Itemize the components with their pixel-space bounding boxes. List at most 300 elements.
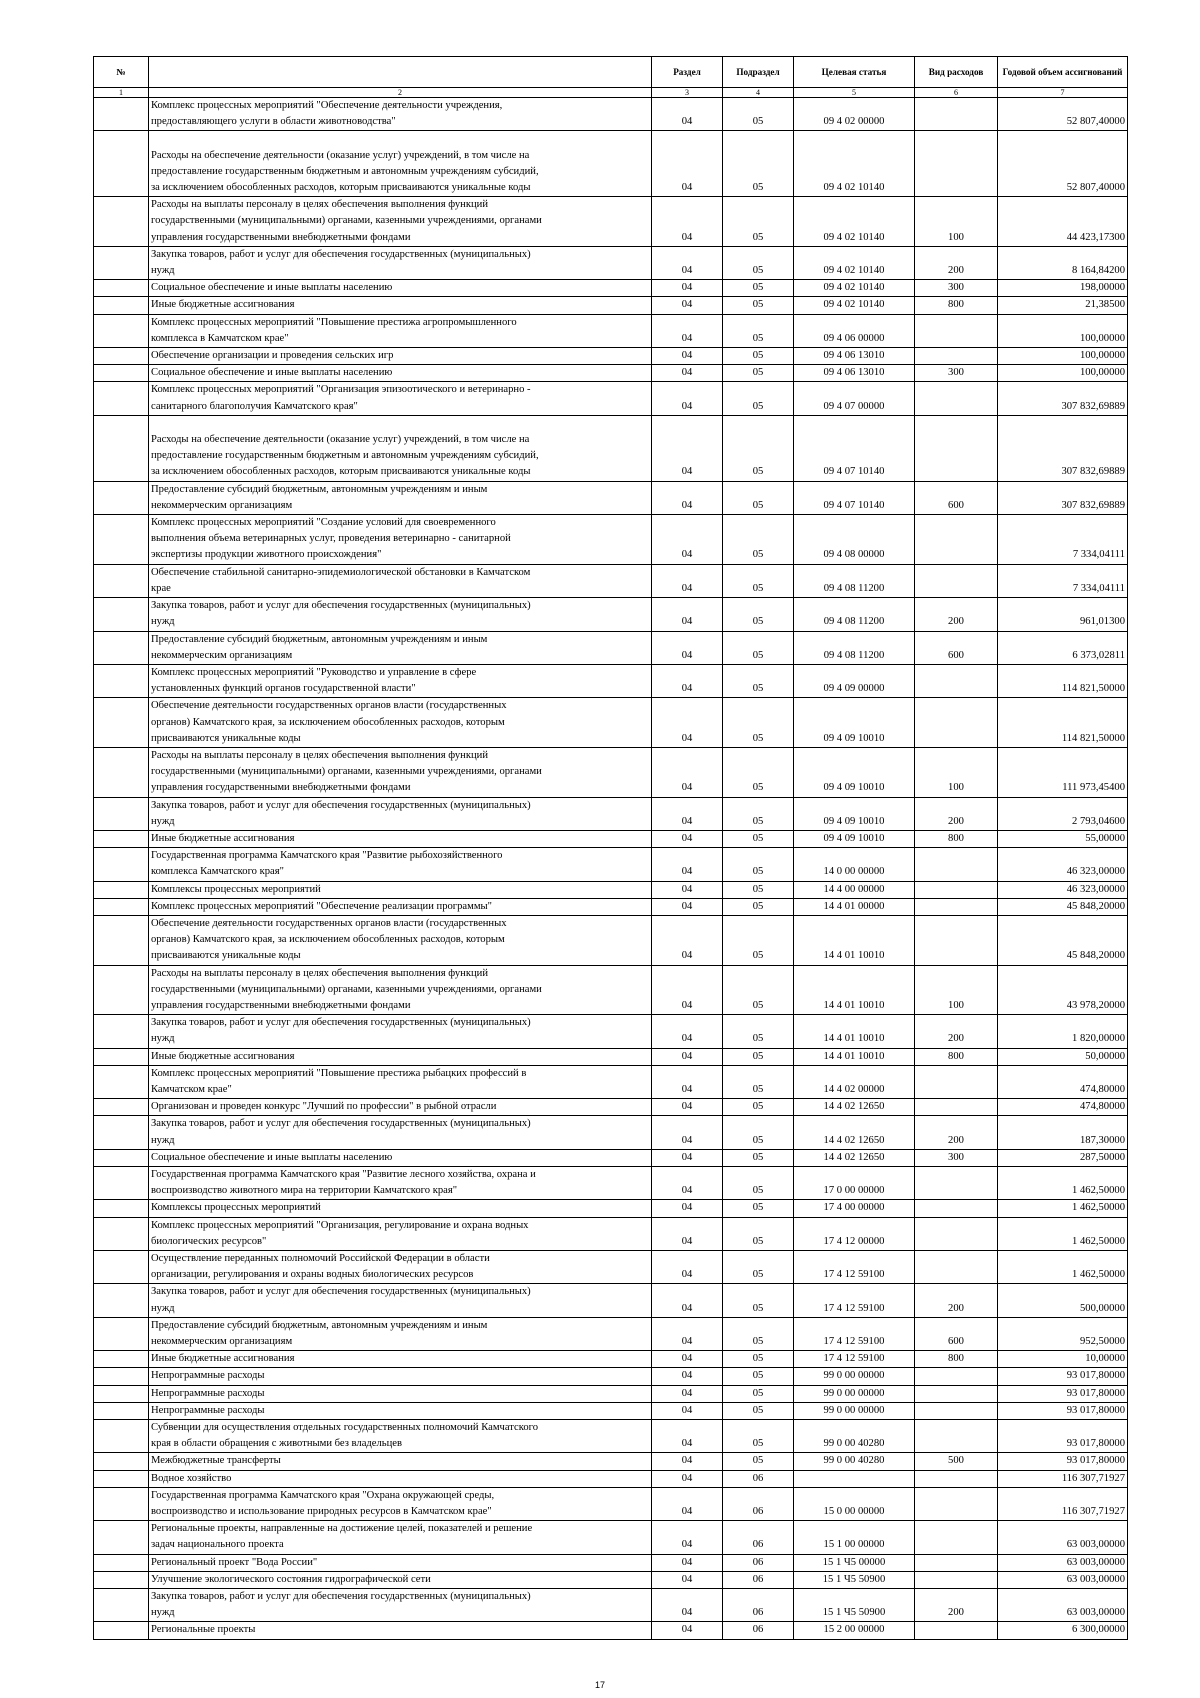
section-cell: 04 — [652, 1065, 723, 1098]
target-article-cell: 15 1 Ч5 00000 — [794, 1554, 915, 1571]
target-article-cell: 17 4 12 59100 — [794, 1317, 915, 1350]
row-name-cell: Закупка товаров, работ и услуг для обеспечения государственных (муниципальных) нужд — [149, 797, 652, 830]
row-name-cell: Комплексы процессных мероприятий — [149, 881, 652, 898]
subsection-cell: 05 — [723, 881, 794, 898]
row-number-cell — [94, 280, 149, 297]
budget-table — [93, 56, 1128, 1640]
row-number-cell — [94, 1402, 149, 1419]
table-row — [94, 1284, 1128, 1317]
target-article-cell: 09 4 06 13010 — [794, 365, 915, 382]
expense-type-cell — [915, 664, 998, 697]
row-name-cell: Иные бюджетные ассигнования — [149, 830, 652, 847]
row-number-cell — [94, 314, 149, 347]
row-number-cell — [94, 1217, 149, 1250]
target-article-cell: 09 4 02 10140 — [794, 280, 915, 297]
annual-amount-cell: 63 003,00000 — [998, 1589, 1128, 1622]
expense-type-cell — [915, 1217, 998, 1250]
subsection-cell: 05 — [723, 515, 794, 565]
row-number-cell — [94, 1521, 149, 1554]
expense-type-cell: 600 — [915, 481, 998, 514]
section-cell: 04 — [652, 1521, 723, 1554]
subsection-cell: 05 — [723, 415, 794, 481]
expense-type-cell: 500 — [915, 1453, 998, 1470]
table-row — [94, 1015, 1128, 1048]
expense-type-cell — [915, 1622, 998, 1639]
expense-type-cell: 200 — [915, 797, 998, 830]
row-number-cell — [94, 1251, 149, 1284]
row-number-cell — [94, 881, 149, 898]
section-cell: 04 — [652, 1402, 723, 1419]
annual-amount-cell: 93 017,80000 — [998, 1453, 1128, 1470]
table-header-row — [94, 57, 1128, 88]
row-number-cell — [94, 1453, 149, 1470]
table-row — [94, 1149, 1128, 1166]
subsection-cell: 05 — [723, 1048, 794, 1065]
subsection-cell: 06 — [723, 1470, 794, 1487]
section-cell: 04 — [652, 898, 723, 915]
row-number-cell — [94, 1048, 149, 1065]
annual-amount-cell: 114 821,50000 — [998, 664, 1128, 697]
row-name-cell: Комплекс процессных мероприятий "Повышение престижа агропромышленного комплекса в Камчатском крае" — [149, 314, 652, 347]
table-row — [94, 631, 1128, 664]
annual-amount-cell: 21,38500 — [998, 297, 1128, 314]
subsection-cell: 06 — [723, 1554, 794, 1571]
annual-amount-cell: 43 978,20000 — [998, 965, 1128, 1015]
subsection-cell: 06 — [723, 1622, 794, 1639]
table-row — [94, 1385, 1128, 1402]
row-number-cell — [94, 915, 149, 965]
expense-type-cell: 300 — [915, 1149, 998, 1166]
table-row — [94, 1368, 1128, 1385]
row-number-cell — [94, 1149, 149, 1166]
table-row — [94, 1589, 1128, 1622]
section-cell: 04 — [652, 131, 723, 197]
section-cell: 04 — [652, 830, 723, 847]
row-name-cell: Улучшение экологического состояния гидрографической сети — [149, 1571, 652, 1588]
expense-type-cell — [915, 1385, 998, 1402]
subsection-cell: 06 — [723, 1589, 794, 1622]
row-number-cell — [94, 297, 149, 314]
row-name-cell: Предоставление субсидий бюджетным, автономным учреждениям и иным некоммерческим организациям — [149, 1317, 652, 1350]
subsection-cell: 05 — [723, 848, 794, 881]
subsection-cell: 05 — [723, 898, 794, 915]
expense-type-cell — [915, 898, 998, 915]
row-number-cell — [94, 1099, 149, 1116]
column-header-2 — [149, 57, 652, 88]
table-row — [94, 564, 1128, 597]
row-name-cell: Социальное обеспечение и иные выплаты населению — [149, 280, 652, 297]
section-cell: 04 — [652, 1200, 723, 1217]
target-article-cell: 17 4 12 59100 — [794, 1251, 915, 1284]
section-cell: 04 — [652, 1167, 723, 1200]
row-name-cell: Региональные проекты — [149, 1622, 652, 1639]
annual-amount-cell: 6 373,02811 — [998, 631, 1128, 664]
table-body — [94, 98, 1128, 1640]
annual-amount-cell: 46 323,00000 — [998, 848, 1128, 881]
expense-type-cell — [915, 314, 998, 347]
table-row — [94, 1470, 1128, 1487]
subsection-cell: 05 — [723, 297, 794, 314]
expense-type-cell: 800 — [915, 297, 998, 314]
subsection-cell: 05 — [723, 698, 794, 748]
table-row — [94, 1065, 1128, 1098]
row-number-cell — [94, 631, 149, 664]
row-number-cell — [94, 348, 149, 365]
column-header-7: Годовой объем ассигнований — [998, 57, 1128, 88]
section-cell: 04 — [652, 1420, 723, 1453]
row-name-cell: Расходы на выплаты персоналу в целях обеспечения выполнения функций государственными (муниципальными) органами, казенными учреждениями, органами управления государственными внебюджетными фондами — [149, 197, 652, 247]
table-row — [94, 515, 1128, 565]
section-cell: 04 — [652, 698, 723, 748]
subsection-cell: 05 — [723, 1251, 794, 1284]
row-name-cell: Иные бюджетные ассигнования — [149, 297, 652, 314]
subsection-cell: 05 — [723, 1065, 794, 1098]
annual-amount-cell: 111 973,45400 — [998, 747, 1128, 797]
section-cell: 04 — [652, 881, 723, 898]
subsection-cell: 05 — [723, 1217, 794, 1250]
subsection-cell: 05 — [723, 747, 794, 797]
row-number-cell — [94, 1317, 149, 1350]
section-cell: 04 — [652, 365, 723, 382]
annual-amount-cell: 2 793,04600 — [998, 797, 1128, 830]
section-cell: 04 — [652, 1116, 723, 1149]
annual-amount-cell: 46 323,00000 — [998, 881, 1128, 898]
row-number-cell — [94, 1571, 149, 1588]
annual-amount-cell: 63 003,00000 — [998, 1554, 1128, 1571]
target-article-cell: 14 4 02 00000 — [794, 1065, 915, 1098]
column-number-1: 1 — [94, 88, 149, 98]
row-name-cell: Закупка товаров, работ и услуг для обеспечения государственных (муниципальных) нужд — [149, 1284, 652, 1317]
section-cell: 04 — [652, 297, 723, 314]
expense-type-cell: 600 — [915, 1317, 998, 1350]
row-number-cell — [94, 1116, 149, 1149]
annual-amount-cell: 1 462,50000 — [998, 1217, 1128, 1250]
target-article-cell: 09 4 06 00000 — [794, 314, 915, 347]
target-article-cell: 09 4 09 10010 — [794, 830, 915, 847]
expense-type-cell: 600 — [915, 631, 998, 664]
row-number-cell — [94, 515, 149, 565]
target-article-cell: 09 4 08 11200 — [794, 598, 915, 631]
subsection-cell: 05 — [723, 664, 794, 697]
table-row — [94, 280, 1128, 297]
row-number-cell — [94, 797, 149, 830]
page-number: 17 — [594, 1680, 605, 1690]
table-row — [94, 348, 1128, 365]
table-row — [94, 1167, 1128, 1200]
subsection-cell: 05 — [723, 1402, 794, 1419]
row-name-cell: Иные бюджетные ассигнования — [149, 1048, 652, 1065]
subsection-cell: 05 — [723, 1200, 794, 1217]
column-number-5: 5 — [794, 88, 915, 98]
expense-type-cell: 300 — [915, 280, 998, 297]
table-row — [94, 1402, 1128, 1419]
table-row — [94, 898, 1128, 915]
target-article-cell: 15 1 Ч5 50900 — [794, 1571, 915, 1588]
row-name-cell: Социальное обеспечение и иные выплаты населению — [149, 365, 652, 382]
column-header-6: Вид расходов — [915, 57, 998, 88]
annual-amount-cell: 10,00000 — [998, 1351, 1128, 1368]
target-article-cell: 09 4 02 00000 — [794, 98, 915, 131]
row-number-cell — [94, 1015, 149, 1048]
row-name-cell: Обеспечение деятельности государственных органов власти (государственных органов) Камчатского края, за исключением обособленных расходов, которым присваиваются уникальные коды — [149, 915, 652, 965]
annual-amount-cell: 116 307,71927 — [998, 1487, 1128, 1520]
section-cell: 04 — [652, 1453, 723, 1470]
row-number-cell — [94, 365, 149, 382]
section-cell: 04 — [652, 1385, 723, 1402]
row-name-cell: Комплекс процессных мероприятий "Организация эпизоотического и ветеринарно - санитарного благополучия Камчатского края" — [149, 382, 652, 415]
subsection-cell: 05 — [723, 280, 794, 297]
row-name-cell: Непрограммные расходы — [149, 1402, 652, 1419]
target-article-cell: 14 4 01 10010 — [794, 915, 915, 965]
annual-amount-cell: 93 017,80000 — [998, 1368, 1128, 1385]
expense-type-cell: 800 — [915, 830, 998, 847]
target-article-cell: 17 4 12 00000 — [794, 1217, 915, 1250]
target-article-cell: 09 4 09 10010 — [794, 747, 915, 797]
section-cell: 04 — [652, 415, 723, 481]
subsection-cell: 05 — [723, 1317, 794, 1350]
target-article-cell: 99 0 00 00000 — [794, 1368, 915, 1385]
row-number-cell — [94, 1167, 149, 1200]
row-number-cell — [94, 848, 149, 881]
row-number-cell — [94, 1200, 149, 1217]
column-header-1: № — [94, 57, 149, 88]
row-name-cell: Государственная программа Камчатского края "Охрана окружающей среды, воспроизводство и использование природных ресурсов в Камчатском крае" — [149, 1487, 652, 1520]
annual-amount-cell: 952,50000 — [998, 1317, 1128, 1350]
row-number-cell — [94, 598, 149, 631]
row-name-cell: Непрограммные расходы — [149, 1368, 652, 1385]
section-cell: 04 — [652, 1571, 723, 1588]
section-cell: 04 — [652, 1217, 723, 1250]
subsection-cell: 06 — [723, 1521, 794, 1554]
row-number-cell — [94, 481, 149, 514]
expense-type-cell — [915, 415, 998, 481]
section-cell: 04 — [652, 1015, 723, 1048]
target-article-cell: 17 0 00 00000 — [794, 1167, 915, 1200]
table-row — [94, 1571, 1128, 1588]
table-row — [94, 1453, 1128, 1470]
target-article-cell: 14 0 00 00000 — [794, 848, 915, 881]
row-number-cell — [94, 898, 149, 915]
row-name-cell: Водное хозяйство — [149, 1470, 652, 1487]
table-row — [94, 915, 1128, 965]
annual-amount-cell: 93 017,80000 — [998, 1402, 1128, 1419]
section-cell: 04 — [652, 246, 723, 279]
annual-amount-cell: 307 832,69889 — [998, 415, 1128, 481]
section-cell: 04 — [652, 197, 723, 247]
row-number-cell — [94, 1351, 149, 1368]
expense-type-cell — [915, 1402, 998, 1419]
row-name-cell: Расходы на выплаты персоналу в целях обеспечения выполнения функций государственными (муниципальными) органами, казенными учреждениями, органами управления государственными внебюджетными фондами — [149, 965, 652, 1015]
expense-type-cell — [915, 1470, 998, 1487]
annual-amount-cell: 1 462,50000 — [998, 1251, 1128, 1284]
annual-amount-cell: 1 820,00000 — [998, 1015, 1128, 1048]
row-number-cell — [94, 1385, 149, 1402]
table-row — [94, 598, 1128, 631]
table-row — [94, 197, 1128, 247]
row-number-cell — [94, 664, 149, 697]
column-number-row — [94, 88, 1128, 98]
subsection-cell: 05 — [723, 965, 794, 1015]
target-article-cell: 14 4 02 12650 — [794, 1099, 915, 1116]
target-article-cell: 99 0 00 00000 — [794, 1385, 915, 1402]
subsection-cell: 05 — [723, 1099, 794, 1116]
subsection-cell: 05 — [723, 197, 794, 247]
table-row — [94, 1099, 1128, 1116]
row-number-cell — [94, 246, 149, 279]
annual-amount-cell: 287,50000 — [998, 1149, 1128, 1166]
section-cell: 04 — [652, 1470, 723, 1487]
expense-type-cell — [915, 348, 998, 365]
row-name-cell: Предоставление субсидий бюджетным, автономным учреждениям и иным некоммерческим организациям — [149, 631, 652, 664]
row-number-cell — [94, 747, 149, 797]
table-row — [94, 797, 1128, 830]
table-row — [94, 881, 1128, 898]
row-number-cell — [94, 1589, 149, 1622]
row-number-cell — [94, 1487, 149, 1520]
annual-amount-cell: 44 423,17300 — [998, 197, 1128, 247]
row-name-cell: Комплекс процессных мероприятий "Организация, регулирование и охрана водных биологических ресурсов" — [149, 1217, 652, 1250]
subsection-cell: 05 — [723, 1015, 794, 1048]
annual-amount-cell: 500,00000 — [998, 1284, 1128, 1317]
subsection-cell: 05 — [723, 314, 794, 347]
annual-amount-cell: 961,01300 — [998, 598, 1128, 631]
section-cell: 04 — [652, 1251, 723, 1284]
target-article-cell: 15 1 00 00000 — [794, 1521, 915, 1554]
row-number-cell — [94, 1470, 149, 1487]
expense-type-cell: 100 — [915, 965, 998, 1015]
expense-type-cell: 200 — [915, 1015, 998, 1048]
table-row — [94, 848, 1128, 881]
row-name-cell: Комплекс процессных мероприятий "Создание условий для своевременного выполнения объема ветеринарных услуг, проведения ветеринарно - санитарной экспертизы продукции животного происхождения" — [149, 515, 652, 565]
row-number-cell — [94, 564, 149, 597]
target-article-cell: 14 4 01 00000 — [794, 898, 915, 915]
section-cell: 04 — [652, 1589, 723, 1622]
expense-type-cell — [915, 564, 998, 597]
target-article-cell: 09 4 07 00000 — [794, 382, 915, 415]
column-number-2: 2 — [149, 88, 652, 98]
subsection-cell: 05 — [723, 98, 794, 131]
expense-type-cell — [915, 1420, 998, 1453]
section-cell: 04 — [652, 1284, 723, 1317]
table-row — [94, 314, 1128, 347]
subsection-cell: 05 — [723, 564, 794, 597]
row-number-cell — [94, 1554, 149, 1571]
row-name-cell: Межбюджетные трансферты — [149, 1453, 652, 1470]
target-article-cell: 99 0 00 40280 — [794, 1420, 915, 1453]
annual-amount-cell: 1 462,50000 — [998, 1200, 1128, 1217]
column-number-7: 7 — [998, 88, 1128, 98]
target-article-cell — [794, 1470, 915, 1487]
annual-amount-cell: 93 017,80000 — [998, 1420, 1128, 1453]
target-article-cell: 15 1 Ч5 50900 — [794, 1589, 915, 1622]
table-row — [94, 698, 1128, 748]
row-name-cell: Комплексы процессных мероприятий — [149, 1200, 652, 1217]
expense-type-cell: 800 — [915, 1048, 998, 1065]
annual-amount-cell: 45 848,20000 — [998, 898, 1128, 915]
expense-type-cell — [915, 382, 998, 415]
row-number-cell — [94, 197, 149, 247]
expense-type-cell — [915, 1487, 998, 1520]
table-row — [94, 297, 1128, 314]
annual-amount-cell: 100,00000 — [998, 365, 1128, 382]
annual-amount-cell: 100,00000 — [998, 348, 1128, 365]
target-article-cell: 17 4 00 00000 — [794, 1200, 915, 1217]
target-article-cell: 09 4 08 11200 — [794, 631, 915, 664]
row-number-cell — [94, 131, 149, 197]
target-article-cell: 09 4 09 10010 — [794, 797, 915, 830]
table-row — [94, 246, 1128, 279]
table-row — [94, 1420, 1128, 1453]
subsection-cell: 05 — [723, 1351, 794, 1368]
target-article-cell: 14 4 00 00000 — [794, 881, 915, 898]
subsection-cell: 05 — [723, 797, 794, 830]
row-name-cell: Региональные проекты, направленные на достижение целей, показателей и решение задач национального проекта — [149, 1521, 652, 1554]
expense-type-cell — [915, 698, 998, 748]
row-number-cell — [94, 415, 149, 481]
row-name-cell: Обеспечение деятельности государственных органов власти (государственных органов) Камчатского края, за исключением обособленных расходов, которым присваиваются уникальные коды — [149, 698, 652, 748]
section-cell: 04 — [652, 1368, 723, 1385]
section-cell: 04 — [652, 1487, 723, 1520]
annual-amount-cell: 63 003,00000 — [998, 1521, 1128, 1554]
target-article-cell: 14 4 01 10010 — [794, 965, 915, 1015]
target-article-cell: 09 4 08 11200 — [794, 564, 915, 597]
subsection-cell: 05 — [723, 1149, 794, 1166]
row-name-cell: Расходы на обеспечение деятельности (оказание услуг) учреждений, в том числе на предоставление государственным бюджетным и автономным учреждениям субсидий, за исключением обособленных расходов, которым присваиваются уникальные коды — [149, 131, 652, 197]
subsection-cell: 05 — [723, 830, 794, 847]
section-cell: 04 — [652, 1048, 723, 1065]
expense-type-cell: 800 — [915, 1351, 998, 1368]
subsection-cell: 06 — [723, 1487, 794, 1520]
target-article-cell: 99 0 00 40280 — [794, 1453, 915, 1470]
section-cell: 04 — [652, 564, 723, 597]
row-name-cell: Предоставление субсидий бюджетным, автономным учреждениям и иным некоммерческим организациям — [149, 481, 652, 514]
section-cell: 04 — [652, 1149, 723, 1166]
annual-amount-cell: 50,00000 — [998, 1048, 1128, 1065]
target-article-cell: 15 0 00 00000 — [794, 1487, 915, 1520]
subsection-cell: 05 — [723, 382, 794, 415]
table-row — [94, 1521, 1128, 1554]
table-row — [94, 382, 1128, 415]
row-name-cell: Осуществление переданных полномочий Российской Федерации в области организации, регулирования и охраны водных биологических ресурсов — [149, 1251, 652, 1284]
expense-type-cell — [915, 1251, 998, 1284]
table-row — [94, 830, 1128, 847]
section-cell: 04 — [652, 664, 723, 697]
section-cell: 04 — [652, 598, 723, 631]
table-row — [94, 365, 1128, 382]
annual-amount-cell: 187,30000 — [998, 1116, 1128, 1149]
row-name-cell: Закупка товаров, работ и услуг для обеспечения государственных (муниципальных) нужд — [149, 598, 652, 631]
row-name-cell: Закупка товаров, работ и услуг для обеспечения государственных (муниципальных) нужд — [149, 1015, 652, 1048]
table-row — [94, 965, 1128, 1015]
target-article-cell: 09 4 09 00000 — [794, 664, 915, 697]
column-number-6: 6 — [915, 88, 998, 98]
section-cell: 04 — [652, 848, 723, 881]
row-number-cell — [94, 1065, 149, 1098]
annual-amount-cell: 52 807,40000 — [998, 98, 1128, 131]
target-article-cell: 09 4 07 10140 — [794, 415, 915, 481]
target-article-cell: 14 4 02 12650 — [794, 1149, 915, 1166]
target-article-cell: 09 4 02 10140 — [794, 246, 915, 279]
annual-amount-cell: 7 334,04111 — [998, 564, 1128, 597]
expense-type-cell — [915, 1200, 998, 1217]
expense-type-cell — [915, 1368, 998, 1385]
table-row — [94, 1217, 1128, 1250]
subsection-cell: 06 — [723, 1571, 794, 1588]
section-cell: 04 — [652, 481, 723, 514]
table-row — [94, 1622, 1128, 1639]
row-name-cell: Обеспечение организации и проведения сельских игр — [149, 348, 652, 365]
subsection-cell: 05 — [723, 1368, 794, 1385]
